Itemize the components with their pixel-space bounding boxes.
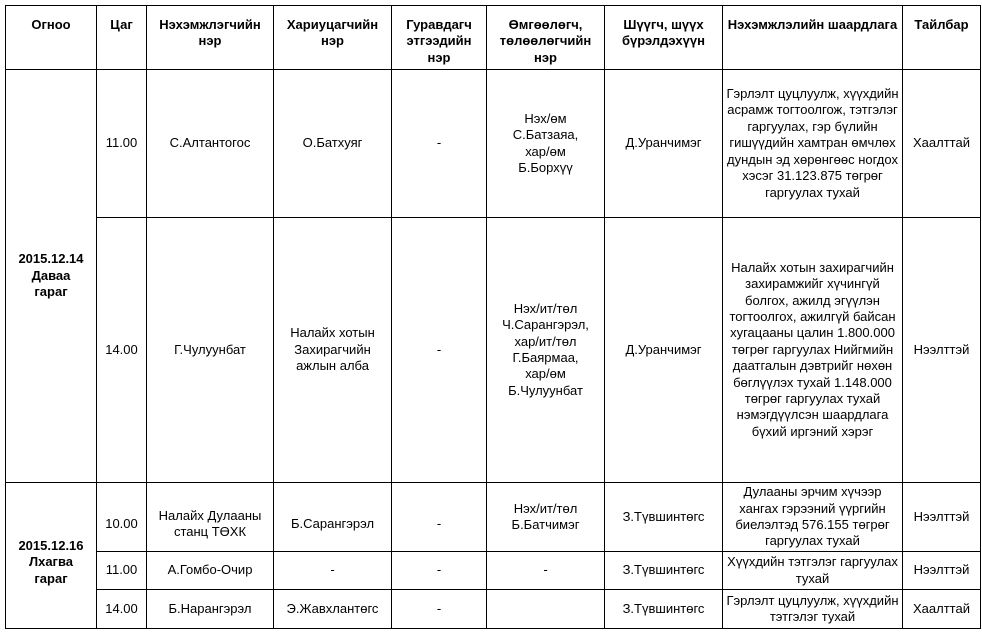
court-schedule-table [5,5,981,629]
lawyer-cell: Нэх/ит/төл Б.Батчимэг [487,483,605,552]
note-cell: Хаалттай [903,590,981,629]
third-party-cell: - [392,218,487,483]
table-row [6,590,981,629]
lawyer-cell: Нэх/өм С.Батзаяа, хар/өм Б.Борхүү [487,70,605,218]
header-claim: Нэхэмжлэлийн шаардлага [723,6,903,70]
note-cell: Нээлттэй [903,483,981,552]
plaintiff-cell: Б.Нарангэрэл [147,590,274,629]
plaintiff-cell: С.Алтантогос [147,70,274,218]
lawyer-cell: Нэх/ит/төл Ч.Сарангэрэл, хар/ит/төл Г.Баярмаа, хар/өм Б.Чулуунбат [487,218,605,483]
defendant-cell: Б.Сарангэрэл [274,483,392,552]
time-cell: 14.00 [97,218,147,483]
judge-cell: З.Түвшинтөгс [605,483,723,552]
claim-cell: Гэрлэлт цуцлуулж, хүүхдийн асрамж тогтоолгож, тэтгэлэг гаргуулах, гэр бүлийн гишүүдийн хамтран өмчлөх дундын эд хөрөнгөөс ногдох хэсэг 31.123.875 төгрөг гаргуулах тухай [723,70,903,218]
time-cell: 14.00 [97,590,147,629]
third-party-cell: - [392,70,487,218]
header-date: Огноо [6,6,97,70]
date-cell: 2015.12.16 Лхагва гараг [6,483,97,629]
header-third-party: Гуравдагч этгээдийн нэр [392,6,487,70]
claim-cell: Хүүхдийн тэтгэлэг гаргуулах тухай [723,552,903,590]
plaintiff-cell: Г.Чулуунбат [147,218,274,483]
note-cell: Хаалттай [903,70,981,218]
header-note: Тайлбар [903,6,981,70]
table-row [6,70,981,218]
third-party-cell: - [392,552,487,590]
third-party-cell: - [392,590,487,629]
claim-cell: Дулааны эрчим хүчээр хангах гэрээний үүргийн биелэлтэд 576.155 төгрөг гаргуулах тухай [723,483,903,552]
lawyer-cell: - [487,552,605,590]
header-defendant: Хариуцагчийн нэр [274,6,392,70]
note-cell: Нээлттэй [903,218,981,483]
table-row [6,483,981,552]
header-time: Цаг [97,6,147,70]
date-cell: 2015.12.14 Даваа гараг [6,70,97,483]
header-row [6,6,981,70]
claim-cell: Налайх хотын захирагчийн захирамжийг хүчингүй болгох, ажилд эгүүлэн тогтоолгох, ажилгүй байсан хугацааны цалин 1.800.000 төгрөг гаргуулах Нийгмийн даатгалын дэвтрийг нөхөн бөглүүлэх тухай 1.148.000 төгрөг гаргуулах тухай нэмэгдүүлсэн шаардлага бүхий иргэний хэрэг [723,218,903,483]
time-cell: 11.00 [97,552,147,590]
claim-cell: Гэрлэлт цуцлуулж, хүүхдийн тэтгэлэг тухай [723,590,903,629]
lawyer-cell [487,590,605,629]
defendant-cell: - [274,552,392,590]
defendant-cell: Э.Жавхлантөгс [274,590,392,629]
plaintiff-cell: Налайх Дулааны станц ТӨХК [147,483,274,552]
judge-cell: Д.Уранчимэг [605,218,723,483]
judge-cell: З.Түвшинтөгс [605,590,723,629]
time-cell: 10.00 [97,483,147,552]
header-judge: Шүүгч, шүүх бүрэлдэхүүн [605,6,723,70]
defendant-cell: О.Батхуяг [274,70,392,218]
note-cell: Нээлттэй [903,552,981,590]
judge-cell: З.Түвшинтөгс [605,552,723,590]
defendant-cell: Налайх хотын Захирагчийн ажлын алба [274,218,392,483]
header-lawyer: Өмгөөлөгч, төлөөлөгчийн нэр [487,6,605,70]
header-plaintiff: Нэхэмжлэгчийн нэр [147,6,274,70]
table-row [6,218,981,483]
plaintiff-cell: А.Гомбо-Очир [147,552,274,590]
third-party-cell: - [392,483,487,552]
time-cell: 11.00 [97,70,147,218]
table-row [6,552,981,590]
judge-cell: Д.Уранчимэг [605,70,723,218]
